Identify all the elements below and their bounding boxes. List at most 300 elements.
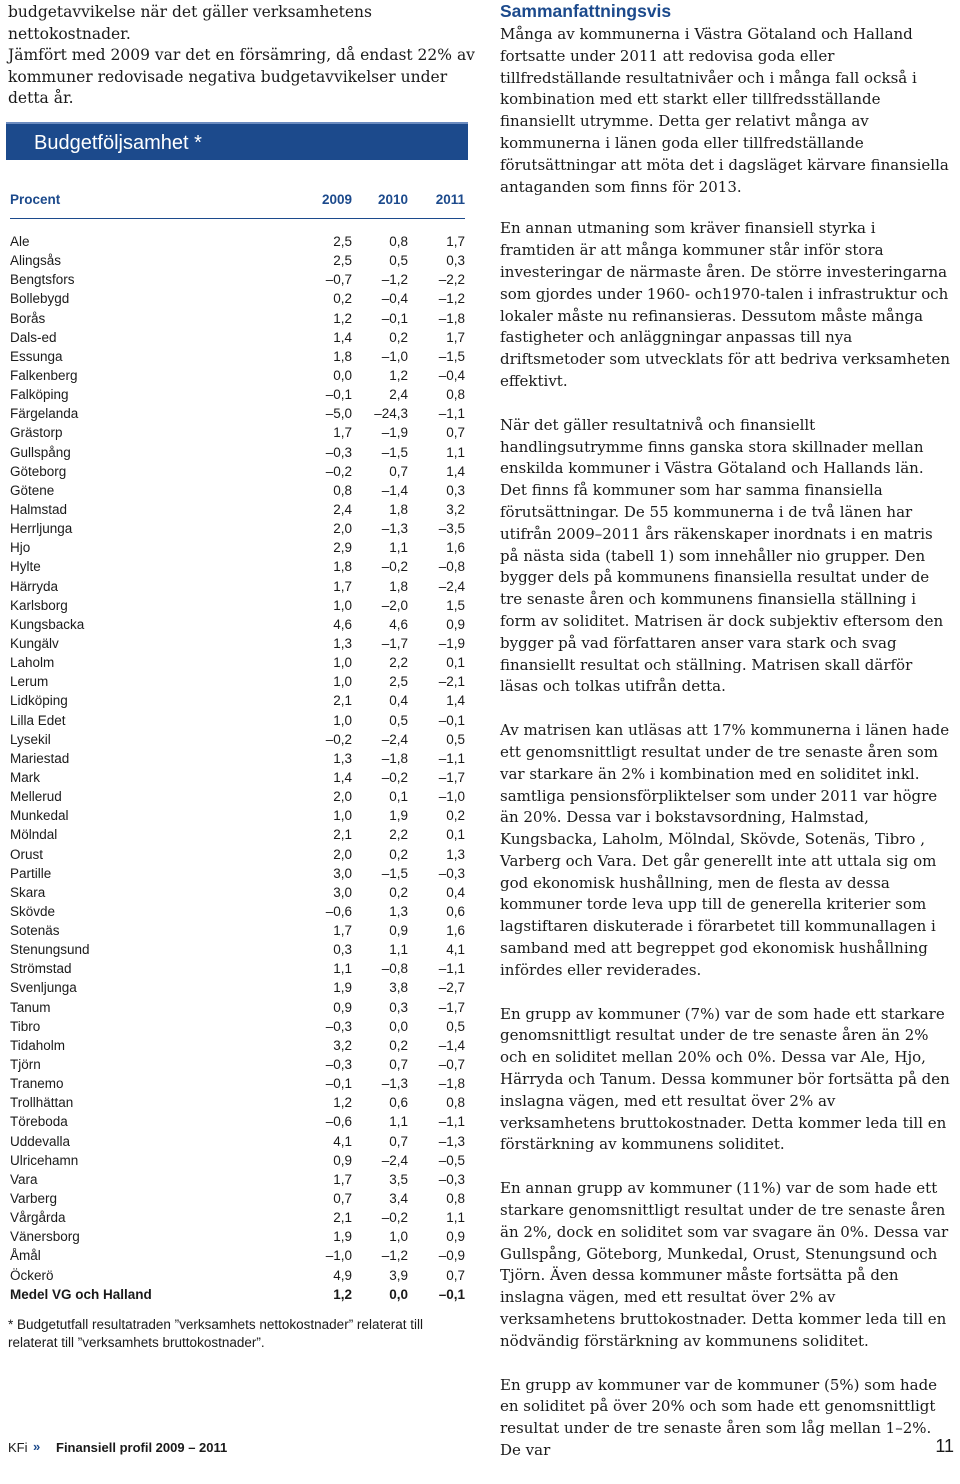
footnote-line: relaterat till ”verksamhets bruttokostnader”. xyxy=(8,1335,265,1350)
table-row xyxy=(10,1246,465,1265)
cell-kommun: Tidaholm xyxy=(10,1037,66,1053)
table-header xyxy=(10,192,465,212)
cell-2011: 0,8 xyxy=(446,387,465,403)
cell-2010: –0,2 xyxy=(381,1210,408,1226)
table-row xyxy=(10,1074,465,1093)
cell-2009: 3,2 xyxy=(333,1037,352,1053)
cell-2009: 2,0 xyxy=(333,521,352,537)
page-number: 11 xyxy=(935,1436,954,1456)
cell-2010: 1,1 xyxy=(389,540,408,556)
table-row xyxy=(10,1227,465,1246)
cell-2009: –5,0 xyxy=(325,406,352,422)
cell-2011: –3,5 xyxy=(438,521,465,537)
cell-2011: 0,1 xyxy=(446,827,465,843)
cell-2011: –1,8 xyxy=(438,1076,465,1092)
cell-2011: 3,2 xyxy=(446,501,465,517)
cell-2009: 2,1 xyxy=(333,693,352,709)
cell-kommun: Lilla Edet xyxy=(10,712,66,728)
cell-kommun: Falkenberg xyxy=(10,367,78,383)
cell-2010: 0,5 xyxy=(389,253,408,269)
cell-kommun: Svenljunga xyxy=(10,980,77,996)
table-row xyxy=(10,443,465,462)
cell-kommun: Mellerud xyxy=(10,789,62,805)
cell-2010: 1,3 xyxy=(389,903,408,919)
header-2009: 2009 xyxy=(321,192,352,207)
table-row xyxy=(10,1112,465,1131)
cell-2011: –0,3 xyxy=(438,865,465,881)
cell-2009: 1,0 xyxy=(333,655,352,671)
cell-kommun: Lysekil xyxy=(10,731,51,747)
paragraph: När det gäller resultatnivå och finansiellt handlingsutrymme finns ganska stora skillnader mellan enskilda kommuner i Västra Götaland och Hallands län. Det finns få kommuner som har samma finansiella förutsättningar. De 55 kommunerna i de två länen har utifrån 2009–2011 års räkenskaper inordnats i en matris på nästa sida (tabell 1) som innehåller nio grupper. Den bygger dels på kommunens finansiella resultat under de tre senaste åren och kommunens finansiella ställning i form av soliditet. Matrisen är dock subjektiv eftersom den bygger på vad författaren anser vara stark och svag finansiellt resultat och ställning. Matrisen skall därför läsas och tolkas utifrån detta. xyxy=(500,415,944,696)
table-row xyxy=(10,538,465,557)
cell-2009: 4,6 xyxy=(333,616,352,632)
table-row xyxy=(10,1017,465,1036)
cell-2009: 1,7 xyxy=(333,923,352,939)
cell-2011: 1,3 xyxy=(446,846,465,862)
cell-kommun: Laholm xyxy=(10,655,55,671)
cell-2011: 0,9 xyxy=(446,1229,465,1245)
cell-kommun: Tanum xyxy=(10,999,51,1015)
cell-2009: 4,9 xyxy=(333,1267,352,1283)
cell-2011: –1,7 xyxy=(438,999,465,1015)
cell-2010: 0,1 xyxy=(389,789,408,805)
cell-kommun: Tranemo xyxy=(10,1076,64,1092)
table-total-row xyxy=(10,1285,465,1304)
cell-2011: 1,6 xyxy=(446,923,465,939)
cell-2011: –2,2 xyxy=(438,272,465,288)
cell-2009: 2,1 xyxy=(333,1210,352,1226)
table-row xyxy=(10,672,465,691)
cell-2010: 1,8 xyxy=(389,578,408,594)
cell-2009: 2,0 xyxy=(333,846,352,862)
cell-2009: 2,5 xyxy=(333,253,352,269)
cell-2009: 1,2 xyxy=(333,1286,352,1302)
cell-2009: –0,2 xyxy=(325,731,352,747)
cell-2010: 2,2 xyxy=(389,827,408,843)
cell-2011: –1,7 xyxy=(438,769,465,785)
cell-2011: –2,7 xyxy=(438,980,465,996)
brand-logo: KFi xyxy=(8,1440,28,1455)
cell-2011: 0,8 xyxy=(446,1191,465,1207)
cell-2010: 0,0 xyxy=(389,1286,408,1302)
cell-2010: 0,4 xyxy=(389,693,408,709)
page-footer xyxy=(8,1436,958,1458)
cell-2010: 0,2 xyxy=(389,846,408,862)
cell-2010: –0,2 xyxy=(381,769,408,785)
cell-2009: 0,0 xyxy=(333,367,352,383)
table-row xyxy=(10,825,465,844)
cell-kommun: Medel VG och Halland xyxy=(10,1286,152,1302)
cell-kommun: Bengtsfors xyxy=(10,272,75,288)
cell-2009: 1,2 xyxy=(333,1095,352,1111)
table-row xyxy=(10,978,465,997)
header-2011: 2011 xyxy=(435,192,465,207)
intro-line: kommuner redovisade negativa budgetavvikelser under detta år. xyxy=(8,67,448,107)
cell-kommun: Tjörn xyxy=(10,1057,41,1073)
publication-title: Finansiell profil 2009 – 2011 xyxy=(56,1440,228,1455)
table-row xyxy=(10,289,465,308)
table-row xyxy=(10,309,465,328)
cell-2010: 1,0 xyxy=(389,1229,408,1245)
paragraph: En grupp av kommuner var de kommuner (5%) som hade en soliditet på över 20% och som hade ett genomsnittligt resultat under de tre senaste åren som låg mellan 1–2%. De var xyxy=(500,1375,938,1460)
cell-kommun: Vårgårda xyxy=(10,1210,66,1226)
cell-2011: –1,1 xyxy=(438,1114,465,1130)
cell-kommun: Stenungsund xyxy=(10,942,90,958)
cell-2009: 3,0 xyxy=(333,865,352,881)
table-row xyxy=(10,481,465,500)
cell-2010: –1,2 xyxy=(381,1248,408,1264)
cell-2011: –0,4 xyxy=(438,367,465,383)
cell-2010: 1,2 xyxy=(389,367,408,383)
table-title: Budgetföljsamhet * xyxy=(6,122,468,160)
cell-2009: –0,2 xyxy=(325,463,352,479)
section-heading: Sammanfattningsvis xyxy=(500,1,672,21)
cell-2009: 0,3 xyxy=(333,942,352,958)
cell-2010: 3,4 xyxy=(389,1191,408,1207)
cell-kommun: Öckerö xyxy=(10,1267,54,1283)
cell-2009: –0,1 xyxy=(325,387,352,403)
table-row xyxy=(10,385,465,404)
cell-kommun: Bollebygd xyxy=(10,291,70,307)
cell-2010: 3,8 xyxy=(389,980,408,996)
paragraph: Många av kommunerna i Västra Götaland och Halland fortsatte under 2011 att redovisa goda eller tillfredställande resultatnivåer och i många fall också i kombination med ett starkt eller tillfredsställande finansiellt utrymme. Detta ger relativt många av kommunerna i länen goda eller tillfredställande förutsättningar att möta det i dagsläget kärvare finansiella antaganden som finns för 2013. xyxy=(500,25,949,196)
cell-2010: 0,2 xyxy=(389,1037,408,1053)
cell-2011: 0,6 xyxy=(446,903,465,919)
table-row xyxy=(10,653,465,672)
table-row xyxy=(10,1151,465,1170)
cell-kommun: Ulricehamn xyxy=(10,1152,79,1168)
cell-2010: 0,8 xyxy=(389,234,408,249)
table-row xyxy=(10,1170,465,1189)
table-body xyxy=(10,232,465,1304)
double-chevron-icon: » xyxy=(33,1439,41,1454)
cell-2011: 1,6 xyxy=(446,540,465,556)
cell-2010: –2,0 xyxy=(381,597,408,613)
cell-2009: 0,9 xyxy=(333,1152,352,1168)
cell-kommun: Borås xyxy=(10,310,46,326)
cell-2009: –0,7 xyxy=(325,272,352,288)
cell-2010: –1,3 xyxy=(381,1076,408,1092)
cell-2010: –1,5 xyxy=(381,444,408,460)
cell-kommun: Dals-ed xyxy=(10,329,57,345)
cell-2009: 1,8 xyxy=(333,348,352,364)
table-row xyxy=(10,347,465,366)
table-row xyxy=(10,1266,465,1285)
cell-2011: –0,3 xyxy=(438,1171,465,1187)
cell-2011: –1,9 xyxy=(438,635,465,651)
table-row xyxy=(10,1132,465,1151)
cell-kommun: Vara xyxy=(10,1171,38,1187)
cell-2009: 1,3 xyxy=(333,750,352,766)
cell-2011: 0,4 xyxy=(446,884,465,900)
cell-2010: 1,8 xyxy=(389,501,408,517)
cell-2009: –0,3 xyxy=(325,1057,352,1073)
table-row xyxy=(10,519,465,538)
table-row xyxy=(10,404,465,423)
cell-kommun: Munkedal xyxy=(10,808,69,824)
paragraph: En annan utmaning som kräver finansiell styrka i framtiden är att många kommuner står inför stora investeringar de närmaste åren. De större investeringarna som gjordes under 1960- och1970-talen i infrastruktur och lokaler måste nu refinansieras. Dessutom måste många fastigheter och anläggningar anpassas till nya driftsmetoder som utvecklats för att bedriva verksamheten effektivt. xyxy=(500,219,951,390)
cell-2009: 3,0 xyxy=(333,884,352,900)
cell-kommun: Mölndal xyxy=(10,827,58,843)
table-row xyxy=(10,1189,465,1208)
cell-kommun: Alingsås xyxy=(10,253,62,269)
cell-2010: –0,2 xyxy=(381,559,408,575)
cell-kommun: Lerum xyxy=(10,674,49,690)
cell-2011: –0,9 xyxy=(438,1248,465,1264)
table-row xyxy=(10,691,465,710)
cell-2011: –0,8 xyxy=(438,559,465,575)
cell-kommun: Färgelanda xyxy=(10,406,79,422)
cell-2010: 0,5 xyxy=(389,712,408,728)
table-row xyxy=(10,1093,465,1112)
cell-2009: 1,7 xyxy=(333,578,352,594)
cell-2009: 2,0 xyxy=(333,789,352,805)
table-row xyxy=(10,787,465,806)
table-row xyxy=(10,959,465,978)
cell-2009: 1,0 xyxy=(333,712,352,728)
cell-2009: –0,1 xyxy=(325,1076,352,1092)
cell-2010: 1,9 xyxy=(389,808,408,824)
cell-2010: 0,3 xyxy=(389,999,408,1015)
cell-2010: 1,1 xyxy=(389,942,408,958)
cell-kommun: Halmstad xyxy=(10,501,68,517)
cell-2009: –0,3 xyxy=(325,444,352,460)
table-row xyxy=(10,998,465,1017)
cell-2011: –1,1 xyxy=(438,406,465,422)
cell-2009: 2,5 xyxy=(333,234,352,249)
cell-2010: 2,5 xyxy=(389,674,408,690)
table-row xyxy=(10,806,465,825)
cell-kommun: Sotenäs xyxy=(10,923,60,939)
cell-kommun: Skara xyxy=(10,884,46,900)
cell-2011: –0,1 xyxy=(438,1286,465,1302)
paragraph: En grupp av kommuner (7%) var de som hade ett starkare genomsnittligt resultat under de tre senaste åren än 2% och en soliditet mellan 20% och 0%. Dessa var Ale, Hjo, Härryda och Tanum. Dessa kommuner bör fortsätta på den inslagna vägen, med ett resultat över 2% av verksamhetens bruttokostnader. Detta kommer leda till en förstärkning av kommunens soliditet. xyxy=(500,1004,950,1154)
cell-kommun: Åmål xyxy=(10,1248,41,1264)
cell-2011: –2,1 xyxy=(438,674,465,690)
cell-kommun: Strömstad xyxy=(10,961,72,977)
table-row xyxy=(10,557,465,576)
cell-2011: 0,3 xyxy=(446,482,465,498)
table-row xyxy=(10,1208,465,1227)
table-row xyxy=(10,1055,465,1074)
budget-table xyxy=(10,192,465,1302)
cell-2009: 1,2 xyxy=(333,310,352,326)
table-row xyxy=(10,768,465,787)
cell-2010: 3,5 xyxy=(389,1171,408,1187)
table-row xyxy=(10,883,465,902)
cell-2010: –2,4 xyxy=(381,731,408,747)
cell-2010: –24,3 xyxy=(374,406,408,422)
cell-2010: –1,0 xyxy=(381,348,408,364)
table-row xyxy=(10,711,465,730)
cell-2009: 0,9 xyxy=(333,999,352,1015)
cell-2010: 2,4 xyxy=(389,387,408,403)
cell-kommun: Partille xyxy=(10,865,52,881)
right-column xyxy=(500,0,955,1484)
table-row xyxy=(10,749,465,768)
table-row xyxy=(10,845,465,864)
cell-2011: –1,1 xyxy=(438,750,465,766)
cell-2009: 1,0 xyxy=(333,808,352,824)
header-procent: Procent xyxy=(10,192,61,207)
table-row xyxy=(10,864,465,883)
header-divider xyxy=(10,218,465,219)
cell-2010: –1,8 xyxy=(381,750,408,766)
cell-2010: 0,0 xyxy=(389,1018,408,1034)
cell-2010: 0,2 xyxy=(389,329,408,345)
table-row xyxy=(10,232,465,251)
cell-2010: –1,3 xyxy=(381,521,408,537)
cell-2009: 0,7 xyxy=(333,1191,352,1207)
table-row xyxy=(10,423,465,442)
intro-line: Jämfört med 2009 var det en försämring, då endast 22% av xyxy=(8,46,475,64)
cell-2009: 2,4 xyxy=(333,501,352,517)
cell-2011: –1,5 xyxy=(438,348,465,364)
cell-2010: 0,7 xyxy=(389,463,408,479)
cell-2010: 1,1 xyxy=(389,1114,408,1130)
cell-2011: –0,1 xyxy=(438,712,465,728)
cell-2010: –2,4 xyxy=(381,1152,408,1168)
cell-2010: 0,7 xyxy=(389,1057,408,1073)
cell-kommun: Tibro xyxy=(10,1018,41,1034)
cell-2009: 1,8 xyxy=(333,559,352,575)
cell-2009: 1,9 xyxy=(333,980,352,996)
table-row xyxy=(10,270,465,289)
cell-kommun: Gullspång xyxy=(10,444,71,460)
cell-2009: 4,1 xyxy=(333,1133,352,1149)
cell-2010: 0,7 xyxy=(389,1133,408,1149)
cell-2010: –1,5 xyxy=(381,865,408,881)
cell-2009: –1,0 xyxy=(325,1248,352,1264)
cell-2011: 0,8 xyxy=(446,1095,465,1111)
cell-2009: 2,9 xyxy=(333,540,352,556)
cell-kommun: Mark xyxy=(10,769,40,785)
cell-2011: 0,2 xyxy=(446,808,465,824)
cell-kommun: Falköping xyxy=(10,387,69,403)
cell-2011: 1,1 xyxy=(446,1210,465,1226)
cell-2009: 1,4 xyxy=(333,769,352,785)
cell-kommun: Herrljunga xyxy=(10,521,73,537)
cell-2011: 0,5 xyxy=(446,731,465,747)
table-row xyxy=(10,902,465,921)
table-row xyxy=(10,500,465,519)
cell-kommun: Göteborg xyxy=(10,463,67,479)
table-row xyxy=(10,615,465,634)
table-row xyxy=(10,730,465,749)
cell-2011: –1,8 xyxy=(438,310,465,326)
cell-2009: 1,3 xyxy=(333,635,352,651)
cell-2009: –0,6 xyxy=(325,903,352,919)
paragraph: En annan grupp av kommuner (11%) var de som hade ett starkare genomsnittligt resultat under de tre senaste åren än 2%, dock en soliditet som var svagare än 0%. Dessa var Gullspång, Göteborg, Munkedal, Orust, Stenungsund och Tjörn. Även dessa kommuner måste fortsätta på den inslagna vägen, med ett resultat över 2% av verksamhetens bruttokostnader. Detta kommer leda till en nödvändig förstärkning av kommunens soliditet. xyxy=(500,1179,949,1350)
cell-kommun: Uddevalla xyxy=(10,1133,71,1149)
cell-kommun: Skövde xyxy=(10,903,56,919)
cell-kommun: Ale xyxy=(10,234,30,249)
cell-2011: 4,1 xyxy=(446,942,465,958)
cell-2009: 0,2 xyxy=(333,291,352,307)
cell-2009: 2,1 xyxy=(333,827,352,843)
cell-kommun: Lidköping xyxy=(10,693,68,709)
intro-text xyxy=(8,2,478,110)
cell-2009: 1,4 xyxy=(333,329,352,345)
cell-2011: 0,7 xyxy=(446,1267,465,1283)
table-row xyxy=(10,921,465,940)
intro-line: budgetavvikelse när det gäller verksamhetens nettokostnader. xyxy=(8,3,372,43)
cell-2011: –2,4 xyxy=(438,578,465,594)
cell-2011: –1,0 xyxy=(438,789,465,805)
table-row xyxy=(10,940,465,959)
table-row xyxy=(10,462,465,481)
cell-2011: 0,1 xyxy=(446,655,465,671)
cell-2011: 0,3 xyxy=(446,253,465,269)
cell-2010: 2,2 xyxy=(389,655,408,671)
cell-kommun: Essunga xyxy=(10,348,63,364)
cell-2010: 0,9 xyxy=(389,923,408,939)
cell-2010: –1,4 xyxy=(381,482,408,498)
cell-2011: 0,9 xyxy=(446,616,465,632)
cell-2010: –0,1 xyxy=(381,310,408,326)
table-footnote xyxy=(8,1316,478,1352)
cell-2009: 1,0 xyxy=(333,674,352,690)
cell-2009: 1,1 xyxy=(333,961,352,977)
cell-kommun: Töreboda xyxy=(10,1114,68,1130)
cell-kommun: Härryda xyxy=(10,578,59,594)
cell-2009: –0,6 xyxy=(325,1114,352,1130)
cell-2011: 1,4 xyxy=(446,693,465,709)
cell-kommun: Kungälv xyxy=(10,635,59,651)
cell-2009: 1,7 xyxy=(333,425,352,441)
cell-2011: –0,7 xyxy=(438,1057,465,1073)
table-row xyxy=(10,577,465,596)
cell-2010: 4,6 xyxy=(389,616,408,632)
cell-2010: 0,6 xyxy=(389,1095,408,1111)
table-row xyxy=(10,251,465,270)
table-row xyxy=(10,328,465,347)
cell-kommun: Mariestad xyxy=(10,750,70,766)
cell-2009: 1,0 xyxy=(333,597,352,613)
cell-2009: 1,7 xyxy=(333,1171,352,1187)
cell-kommun: Trollhättan xyxy=(10,1095,74,1111)
cell-kommun: Hylte xyxy=(10,559,41,575)
cell-2010: –0,8 xyxy=(381,961,408,977)
cell-2011: –1,4 xyxy=(438,1037,465,1053)
cell-2011: 1,5 xyxy=(446,597,465,613)
cell-kommun: Hjo xyxy=(10,540,31,556)
cell-2010: 0,2 xyxy=(389,884,408,900)
cell-2011: 1,4 xyxy=(446,463,465,479)
cell-kommun: Karlsborg xyxy=(10,597,68,613)
cell-2011: 1,7 xyxy=(446,234,465,249)
cell-2011: 1,7 xyxy=(446,329,465,345)
cell-2009: 1,9 xyxy=(333,1229,352,1245)
cell-2010: 3,9 xyxy=(389,1267,408,1283)
cell-2011: –0,5 xyxy=(438,1152,465,1168)
cell-2009: 0,8 xyxy=(333,482,352,498)
cell-2010: –1,2 xyxy=(381,272,408,288)
cell-kommun: Götene xyxy=(10,482,55,498)
cell-2009: –0,3 xyxy=(325,1018,352,1034)
cell-2011: –1,1 xyxy=(438,961,465,977)
cell-2010: –1,9 xyxy=(381,425,408,441)
cell-kommun: Grästorp xyxy=(10,425,63,441)
cell-kommun: Kungsbacka xyxy=(10,616,85,632)
cell-2011: 0,5 xyxy=(446,1018,465,1034)
cell-kommun: Vänersborg xyxy=(10,1229,80,1245)
cell-kommun: Varberg xyxy=(10,1191,58,1207)
cell-2011: 1,1 xyxy=(446,444,465,460)
table-row xyxy=(10,1036,465,1055)
table-row xyxy=(10,596,465,615)
table-row xyxy=(10,634,465,653)
